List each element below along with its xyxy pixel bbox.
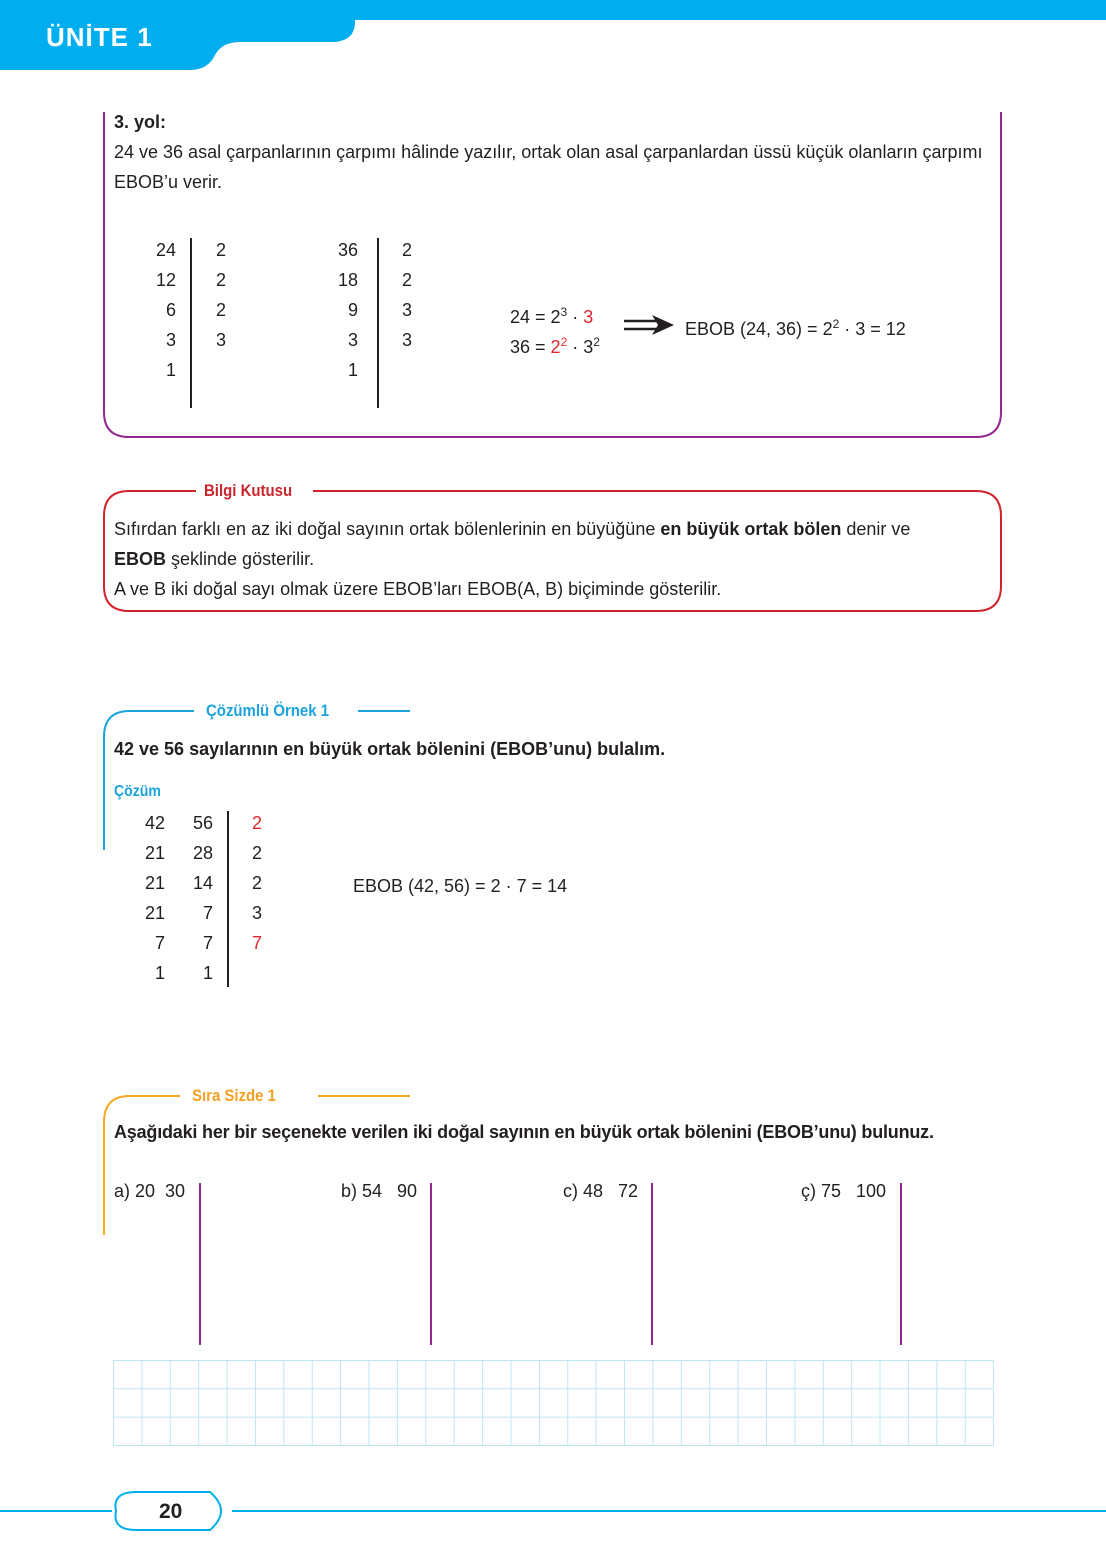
col-42-value: 7 bbox=[154, 933, 165, 953]
col-42-value: 1 bbox=[154, 963, 165, 983]
info-p1-end: denir ve bbox=[841, 519, 911, 539]
col-56-value: 56 bbox=[192, 813, 213, 833]
page-number: 20 bbox=[159, 1500, 183, 1523]
exercise-option-c: c) 48 72 bbox=[563, 1181, 639, 1201]
eq1-common-factor: 3 bbox=[583, 307, 594, 327]
table-36-number: 18 bbox=[337, 270, 358, 290]
table-24-factor: 2 bbox=[216, 300, 227, 320]
exercise-frame bbox=[100, 1085, 420, 1237]
table-24-factor: 2 bbox=[216, 270, 227, 290]
table-36-divider bbox=[377, 238, 379, 408]
table-36-number: 9 bbox=[347, 300, 358, 320]
col-56-value: 7 bbox=[202, 933, 213, 953]
ebob-result-24-36 bbox=[685, 314, 906, 339]
col-56-value: 14 bbox=[192, 873, 213, 893]
table-36-number: 1 bbox=[347, 360, 358, 380]
info-p1-bold: en büyük ortak bölen bbox=[660, 519, 842, 539]
exercise-option-b: b) 54 90 bbox=[341, 1181, 418, 1201]
equation-36 bbox=[510, 332, 600, 357]
eq2-common-base: 2 bbox=[550, 337, 561, 357]
eq2-common-exponent: 2 bbox=[560, 335, 568, 349]
col-56-value: 7 bbox=[202, 903, 213, 923]
factor: 2 bbox=[252, 873, 263, 893]
exercise-cc-divider bbox=[900, 1183, 902, 1345]
example-title: Çözümlü Örnek 1 bbox=[206, 701, 330, 720]
exercise-a-divider bbox=[199, 1183, 201, 1345]
info-box-paragraph-2 bbox=[114, 544, 314, 574]
table-36-factor: 2 bbox=[402, 270, 413, 290]
eq2-exponent: 2 bbox=[593, 335, 600, 349]
col-56-value: 1 bbox=[202, 963, 213, 983]
table-24-number: 24 bbox=[155, 240, 176, 260]
info-p2-bold: EBOB bbox=[114, 549, 167, 569]
col-42-value: 21 bbox=[144, 903, 165, 923]
col-42-value: 21 bbox=[144, 873, 165, 893]
exercise-c-divider bbox=[651, 1183, 653, 1345]
table-24-number: 1 bbox=[165, 360, 176, 380]
table-36-factor: 3 bbox=[402, 330, 413, 350]
common-factor: 2 bbox=[252, 813, 263, 833]
equation-24 bbox=[510, 302, 593, 327]
table-42-56-divider bbox=[227, 811, 229, 987]
factor: 2 bbox=[252, 843, 263, 863]
double-arrow-icon bbox=[622, 313, 676, 337]
method3-title: 3. yol: bbox=[114, 112, 167, 132]
exercise-b-divider bbox=[430, 1183, 432, 1345]
table-36-number: 3 bbox=[347, 330, 358, 350]
exercise-option-cc: ç) 75 100 bbox=[801, 1181, 887, 1201]
info-p2-text: şeklinde gösterilir. bbox=[166, 549, 315, 569]
ebob-result-42-56: EBOB (42, 56) = 2 · 7 = 14 bbox=[353, 876, 568, 896]
eq1-exponent: 3 bbox=[560, 305, 568, 319]
method3-description: 24 ve 36 asal çarpanlarının çarpımı hâlinde yazılır, ortak olan asal çarpanlardan üssü küçük olanların çarpımı EBOB’u verir. bbox=[114, 142, 983, 192]
table-24-divider bbox=[190, 238, 192, 408]
table-36-factor: 2 bbox=[402, 240, 413, 260]
example-question: 42 ve 56 sayılarının en büyük ortak bölenini (EBOB’unu) bulalım. bbox=[114, 739, 666, 759]
result-exponent: 2 bbox=[832, 317, 840, 331]
exercise-option-a: a) 20 30 bbox=[114, 1181, 186, 1201]
table-24-number: 6 bbox=[165, 300, 176, 320]
table-36-factor: 3 bbox=[402, 300, 413, 320]
factor: 3 bbox=[252, 903, 263, 923]
info-box-title: Bilgi Kutusu bbox=[204, 481, 293, 500]
table-24-factor: 2 bbox=[216, 240, 227, 260]
result-right: · 3 = 12 bbox=[839, 319, 906, 339]
info-box-paragraph-3: A ve B iki doğal sayı olmak üzere EBOB’ları EBOB(A, B) biçiminde gösterilir. bbox=[114, 579, 722, 599]
info-box-paragraph-1 bbox=[114, 514, 910, 544]
eq1-left: 24 = 2 bbox=[510, 307, 561, 327]
eq1-dot: · bbox=[567, 307, 584, 327]
table-24-number: 3 bbox=[165, 330, 176, 350]
info-p1-text: Sıfırdan farklı en az iki doğal sayının ortak bölenlerinin en büyüğüne bbox=[114, 519, 661, 539]
solution-label: Çözüm bbox=[114, 783, 161, 800]
col-42-value: 42 bbox=[144, 813, 165, 833]
result-left: EBOB (24, 36) = 2 bbox=[685, 319, 833, 339]
col-56-value: 28 bbox=[192, 843, 213, 863]
eq2-dot: · 3 bbox=[567, 337, 594, 357]
exercise-question: Aşağıdaki her bir seçenekte verilen iki doğal sayının en büyük ortak bölenini (EBOB’unu) bulunuz. bbox=[114, 1122, 934, 1142]
header-shape bbox=[0, 0, 1106, 70]
unit-label: ÜNİTE 1 bbox=[46, 22, 153, 52]
header-bar bbox=[0, 0, 1106, 70]
table-36-number: 36 bbox=[337, 240, 358, 260]
eq2-left: 36 = bbox=[510, 337, 551, 357]
table-24-factor: 3 bbox=[216, 330, 227, 350]
col-42-value: 21 bbox=[144, 843, 165, 863]
exercise-title: Sıra Sizde 1 bbox=[192, 1086, 276, 1105]
table-24-number: 12 bbox=[155, 270, 176, 290]
common-factor: 7 bbox=[252, 933, 263, 953]
notes-grid bbox=[113, 1360, 994, 1446]
